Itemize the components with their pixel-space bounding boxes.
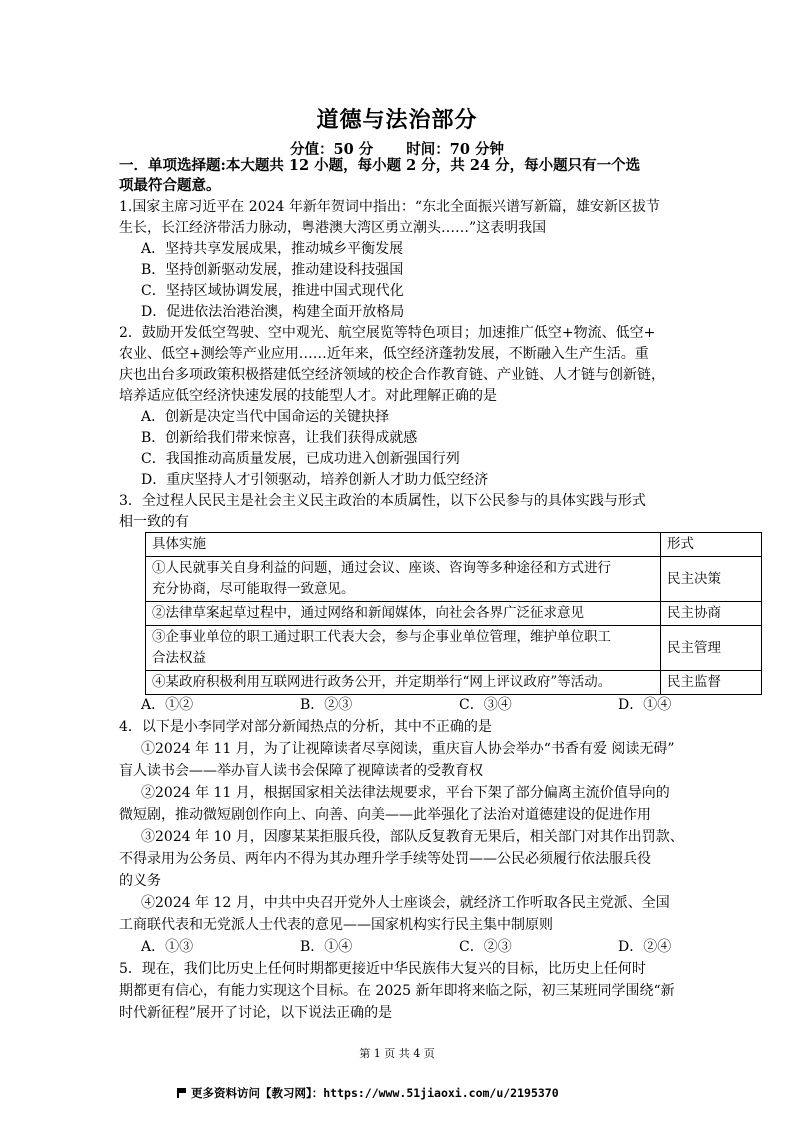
q4-option-a: A．①③ xyxy=(141,939,194,955)
table-cell-practice xyxy=(146,557,661,602)
q4-options xyxy=(141,937,761,957)
table-cell-form: 民主协商 xyxy=(661,602,762,626)
q2-option-b: B．创新给我们带来惊喜，让我们获得成就感 xyxy=(141,430,418,446)
q3-stem-line-1: 3．全过程人民民主是社会主义民主政治的本质属性，以下公民参与的具体实践与形式 xyxy=(119,493,646,509)
section-heading-line-2: 项最符合题意。 xyxy=(119,177,221,194)
q4-option-c: C．②③ xyxy=(459,939,512,955)
q4-item-2-line-1: ②2024 年 11 月，根据国家相关法律法规要求，平台下架了部分偏离主流价值导向的 xyxy=(141,785,670,801)
q2-stem-line-2: 农业、低空+测绘等产业应用……近年来，低空经济蓬勃发展，不断融入生产生活。重 xyxy=(119,346,649,362)
q4-option-d: D．②④ xyxy=(618,939,672,955)
flag-icon xyxy=(177,1088,186,1098)
q1-option-d: D．促进依法治港治澳，构建全面开放格局 xyxy=(141,304,405,320)
q3-stem-line-2: 相一致的有 xyxy=(119,514,189,530)
table-row xyxy=(146,557,762,602)
table-header-row xyxy=(146,533,762,557)
q1-stem-line-1: 1.国家主席习近平在 2024 年新年贺词中指出：“东北全面振兴谱写新篇，雄安新区拔节 xyxy=(119,199,661,215)
q5-stem-line-1: 5．现在，我们比历史上任何时期都更接近中华民族伟大复兴的目标，比历史上任何时 xyxy=(119,961,646,977)
q4-item-2-line-2: 微短剧，推动微短剧创作向上、向善、向美——此举强化了法治对道德建设的促进作用 xyxy=(119,807,651,823)
q5-stem-line-3: 时代新征程”展开了讨论，以下说法正确的是 xyxy=(119,1005,393,1021)
cell-line: 合法权益 xyxy=(152,650,206,666)
score-info: 分值：50 分 xyxy=(289,141,374,158)
q1-option-c: C．坚持区域协调发展，推进中国式现代化 xyxy=(141,283,404,299)
q3-option-a: A．①② xyxy=(141,697,194,713)
table-row xyxy=(146,602,762,626)
table-row xyxy=(146,671,762,695)
q4-stem: 4．以下是小李同学对部分新闻热点的分析，其中不正确的是 xyxy=(119,719,492,735)
q2-stem-line-4: 培养适应低空经济快速发展的技能型人才。对此理解正确的是 xyxy=(119,388,497,404)
q4-item-1-line-1: ①2024 年 11 月，为了让视障读者尽享阅读，重庆盲人协会举办“书香有爱 阅读无碍” xyxy=(141,741,675,757)
q4-item-3-line-3: 的义务 xyxy=(119,873,161,889)
table-cell-practice xyxy=(146,626,661,671)
time-info: 时间：70 分钟 xyxy=(406,141,505,158)
promo-link[interactable] xyxy=(177,1085,559,1101)
table-cell-practice: ④某政府积极利用互联网进行政务公开，并定期举行“网上评议政府”等活动。 xyxy=(146,671,661,695)
table-header-form: 形式 xyxy=(661,533,762,557)
q3-option-d: D．①④ xyxy=(618,697,672,713)
table-header-practice: 具体实施 xyxy=(146,533,661,557)
q2-stem-line-3: 庆也出台多项政策积极搭建低空经济领域的校企合作教育链、产业链、人才链与创新链， xyxy=(119,367,665,383)
q4-item-3-line-1: ③2024 年 10 月，因廖某某拒服兵役，部队反复教育无果后，相关部门对其作出罚款、 xyxy=(141,829,684,845)
q4-item-1-line-2: 盲人读书会——举办盲人读书会保障了视障读者的受教育权 xyxy=(119,763,483,779)
cell-line: ③企事业单位的职工通过职工代表大会，参与企事业单位管理，维护单位职工 xyxy=(152,629,611,645)
q3-options xyxy=(141,695,761,715)
section-heading-line-1: 一．单项选择题:本大题共 12 小题，每小题 2 分，共 24 分，每小题只有一个选 xyxy=(119,157,641,174)
table-cell-form: 民主决策 xyxy=(661,557,762,602)
q2-option-d: D．重庆坚持人才引领驱动，培养创新人才助力低空经济 xyxy=(141,472,489,488)
q1-stem-line-2: 生长，长江经济带活力脉动，粤港澳大湾区勇立潮头……”这表明我国 xyxy=(119,220,547,236)
promo-text: 更多资料访问【教习网】：https://www.51jiaoxi.com/u/2195370 xyxy=(191,1086,559,1100)
q4-item-4-line-2: 工商联代表和无党派人士代表的意见——国家机构实行民主集中制原则 xyxy=(119,917,553,933)
page-title: 道德与法治部分 xyxy=(316,108,478,133)
q2-stem-line-1: 2．鼓励开发低空驾驶、空中观光、航空展览等特色项目；加速推广低空+物流、低空+ xyxy=(119,325,656,341)
page-number: 第 1 页 共 4 页 xyxy=(359,1047,435,1060)
table-cell-form: 民主管理 xyxy=(661,626,762,671)
cell-line: 充分协商，尽可能取得一致意见。 xyxy=(152,581,355,597)
q1-option-a: A．坚持共享发展成果，推动城乡平衡发展 xyxy=(141,241,404,257)
q2-option-c: C．我国推动高质量发展，已成功进入创新强国行列 xyxy=(141,451,460,467)
table-cell-form: 民主监督 xyxy=(661,671,762,695)
table-row xyxy=(146,626,762,671)
q4-item-4-line-1: ④2024 年 12 月，中共中央召开党外人士座谈会，就经济工作听取各民主党派、全国 xyxy=(141,895,670,911)
q1-option-b: B．坚持创新驱动发展，推动建设科技强国 xyxy=(141,262,404,278)
q4-option-b: B．①④ xyxy=(300,939,353,955)
q3-option-c: C．③④ xyxy=(459,697,512,713)
table-cell-practice: ②法律草案起草过程中，通过网络和新闻媒体，向社会各界广泛征求意见 xyxy=(146,602,661,626)
q2-option-a: A．创新是决定当代中国命运的关键抉择 xyxy=(141,409,390,425)
q5-stem-line-2: 期都更有信心，有能力实现这个目标。在 2025 新年即将来临之际，初三某班同学围绕“新 xyxy=(119,983,675,999)
cell-line: ①人民就事关自身利益的问题，通过会议、座谈、咨询等多种途径和方式进行 xyxy=(152,560,611,576)
q3-option-b: B．②③ xyxy=(300,697,353,713)
q3-practice-table xyxy=(145,532,762,695)
q4-item-3-line-2: 不得录用为公务员、两年内不得为其办理升学手续等处罚——公民必须履行依法服兵役 xyxy=(119,851,651,867)
